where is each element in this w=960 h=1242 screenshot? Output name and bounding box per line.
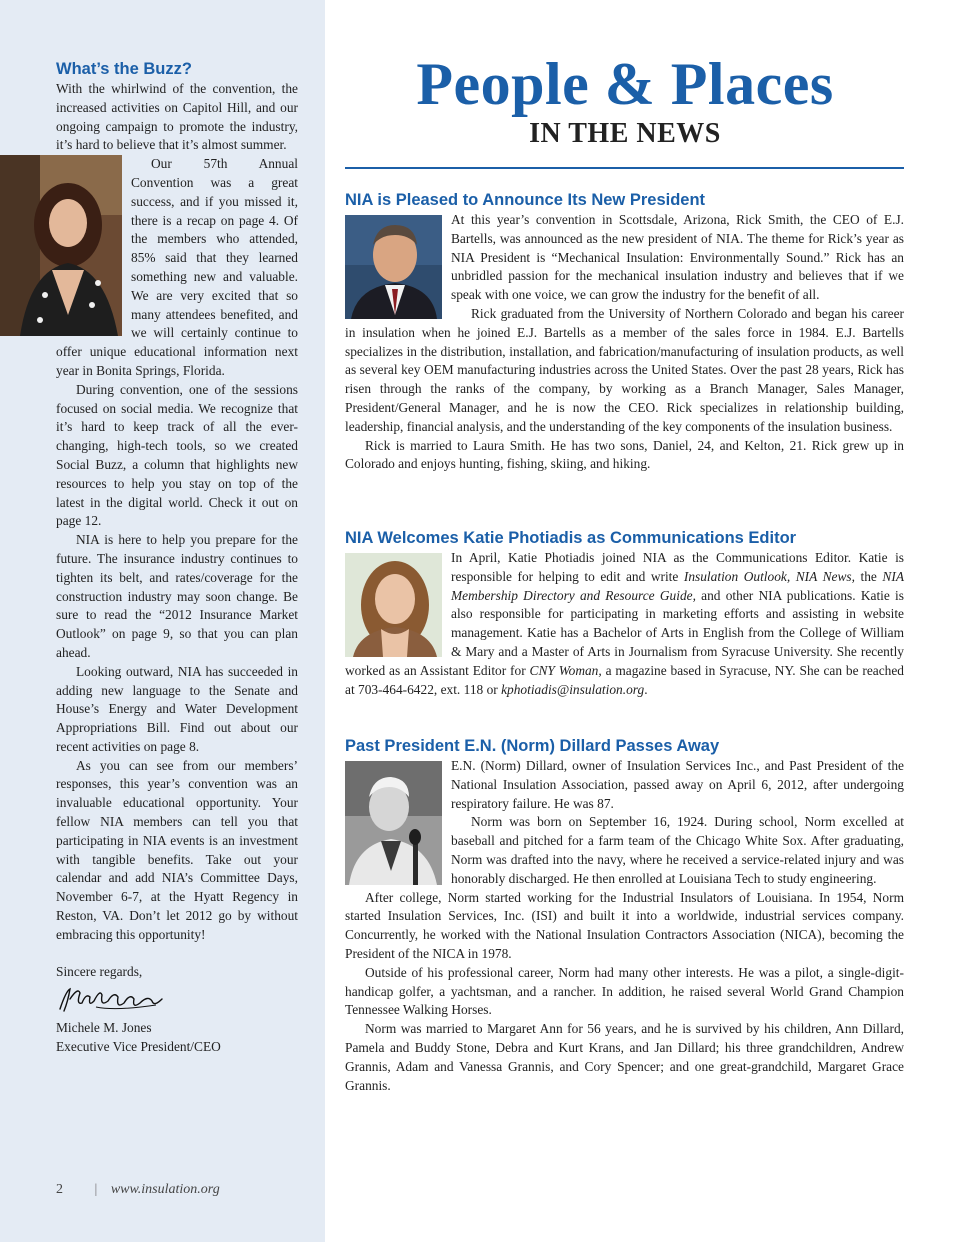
masthead-title: People & Places (416, 51, 834, 117)
sidebar-paragraph: During convention, one of the sessions focused on social media. We recognize that it’s hard to keep track of all the ever-changing, high-tech tools, so we created Social Buzz, a column that highlights new resources to help you stay on top of the latest in the digital world. Check it out on page 12. (56, 381, 298, 529)
article-paragraph: Outside of his professional career, Norm had many other interests. He was a pilot, a single-digit-handicap golfer, a yachtsman, and a rancher. In addition, he raised several World Grand Champion Tennessee Walking Horses. (345, 964, 904, 1018)
page-number: 2 (56, 1182, 63, 1197)
article-paragraph: After college, Norm started working for the Industrial Insulators of Louisiana. In 1954, Norm started Insulation Services, Inc. (ISI) and built it into a worldwide, industrial services company. Concurrently, he worked with the National Insulation Contractors Association (NICA), becoming the President of the NICA in 1978. (345, 889, 904, 961)
email-link[interactable]: kphotiadis@insulation.org (501, 681, 645, 697)
text-run: In April, Katie Photiadis joined NIA as the Communications Editor. Katie is responsible for helping to edit and write (451, 550, 904, 584)
michele-jones-photo (0, 155, 122, 336)
text-run: and other NIA publications. Katie is also responsible for participating in marketing efforts and assisting in website management. Katie has a Bachelor of Arts in English from the College of William & Mary and a Master of Arts in Journalism from Syracuse University. She recently worked as an Assistant Editor for (345, 587, 904, 678)
norm-dillard-photo (345, 761, 442, 885)
sidebar-title: What’s the Buzz? (56, 60, 192, 78)
signature-icon (56, 983, 166, 1015)
sidebar-paragraph: With the whirlwind of the convention, the increased activities on Capitol Hill, and our ongoing campaign to promote the industry, it’s hard to believe that it’s almost summer. (56, 81, 298, 153)
page-footer (56, 1182, 220, 1198)
article-paragraph: Rick is married to Laura Smith. He has two sons, Daniel, 24, and Kelton, 21. Rick grew up in Colorado and enjoys hunting, fishing, skiing, and hiking. (345, 437, 904, 472)
article-paragraph: Norm was born on September 16, 1924. During school, Norm excelled at baseball and pitched for a farm team of the Chicago White Sox. After graduating, Norm was drafted into the navy, where he received a service-related injury and was honorably discharged. He then enrolled at Louisiana Tech to study engineering. (451, 814, 904, 886)
article-paragraph: At this year’s convention in Scottsdale, Arizona, Rick Smith, the CEO of E.J. Bartells, was announced as the new president of NIA. The theme for Rick’s year as NIA President is “Mechanical Insulation: Environmentally Sound.” Rick has an unbridled passion for the mechanical insulation industry and believes that if we speak with one voice, we can grow the industry for the benefit of all. (451, 212, 904, 303)
publication-title: CNY Woman, (529, 662, 602, 678)
publication-title: NIA Membership Directory and Resource Guide, (451, 568, 904, 603)
signer-title: Executive Vice President/CEO (56, 1039, 221, 1055)
article-body (345, 549, 904, 699)
text-run: the (854, 568, 883, 584)
article-headline: Past President E.N. (Norm) Dillard Passes Away (345, 737, 720, 755)
closing: Sincere regards, (56, 963, 143, 979)
sidebar-paragraph: Looking outward, NIA has succeeded in adding new language to the Senate and House’s Energy and Water Development Appropriations Bill. Find out about our recent activities on page 8. (56, 663, 298, 754)
signer-name: Michele M. Jones (56, 1020, 152, 1036)
sidebar-body (56, 80, 298, 1057)
article-paragraph: Rick graduated from the University of Northern Colorado and began his career in insulation when he joined E.J. Bartells as a member of the sales force in 1984. E.J. Bartells specializes in the distribution, installation, and fabrication/manufacturing of insulation products, as well as several key OEM manufacturing industries across the United States. Over the past 28 years, Rick has risen through the ranks of the company, by working as a Branch Manager, Sales Manager, President/General Manager, and he is now the CEO. Rick specializes in relationship building, leadership, financial analysis, and the understanding of the key components of the insulation business. (345, 305, 904, 434)
masthead-divider (345, 167, 904, 169)
article-paragraph: E.N. (Norm) Dillard, owner of Insulation Services Inc., and Past President of the National Insulation Association, passed away on April 6, 2012, after undergoing respiratory failure. He was 87. (451, 758, 904, 811)
rick-smith-photo (345, 215, 442, 319)
sidebar-paragraph: As you can see from our members’ responses, this year’s convention was an invaluable educational opportunity. Your fellow NIA members can tell you that participating in NIA events is an investment with tangible benefits. Take out your calendar and add NIA’s Committee Days, November 6-7, at the Hyatt Regency in Reston, VA. Don’t let 2012 go by without embracing this opportunity! (56, 757, 298, 942)
article-new-president (345, 191, 904, 474)
masthead-subtitle: IN THE NEWS (529, 118, 721, 149)
article-communications-editor (345, 529, 904, 699)
sidebar-paragraph: Our 57th Annual Convention was a great success, and if you missed it, there is a recap on page 4. Of the members who attended, 85% said that they learned something new and valuable. We are very excited that so many attendees benefited, and we will certainly continue to offer unique educational information next year in Bonita Springs, Florida. (56, 156, 298, 378)
publication-title: Insulation Outlook, NIA News, (683, 568, 855, 584)
footer-separator: | (94, 1182, 98, 1197)
text-run: . (644, 681, 648, 697)
article-headline: NIA is Pleased to Announce Its New President (345, 191, 706, 209)
article-body (345, 757, 904, 1095)
article-body (345, 211, 904, 474)
katie-photiadis-photo (345, 553, 442, 657)
article-headline: NIA Welcomes Katie Photiadis as Communications Editor (345, 529, 797, 547)
text-run: a magazine based in Syracuse, NY. She can be reached at 703-464-6422, ext. 118 or (345, 662, 905, 697)
sidebar-paragraph: NIA is here to help you prepare for the future. The insurance industry continues to tighten its belt, and rates/coverage for the construction industry may soon change. Be sure to read the “2012 Insurance Market Outlook” on page 9, so that you can plan ahead. (56, 532, 298, 660)
footer-url-link[interactable]: www.insulation.org (110, 1182, 220, 1197)
article-paragraph: Norm was married to Margaret Ann for 56 years, and he is survived by his children, Ann Dillard, Pamela and Buddy Stone, Debra and Kurt Krans, and Jan Dillard; his three grandchildren, Andrew Grannis, Adam and Vanessa Grannis, and Cory Spencer; and one great-grandchild, Margaret Grace Grannis. (345, 1021, 904, 1093)
article-dillard-obituary (345, 737, 904, 1095)
sidebar (0, 0, 325, 1242)
